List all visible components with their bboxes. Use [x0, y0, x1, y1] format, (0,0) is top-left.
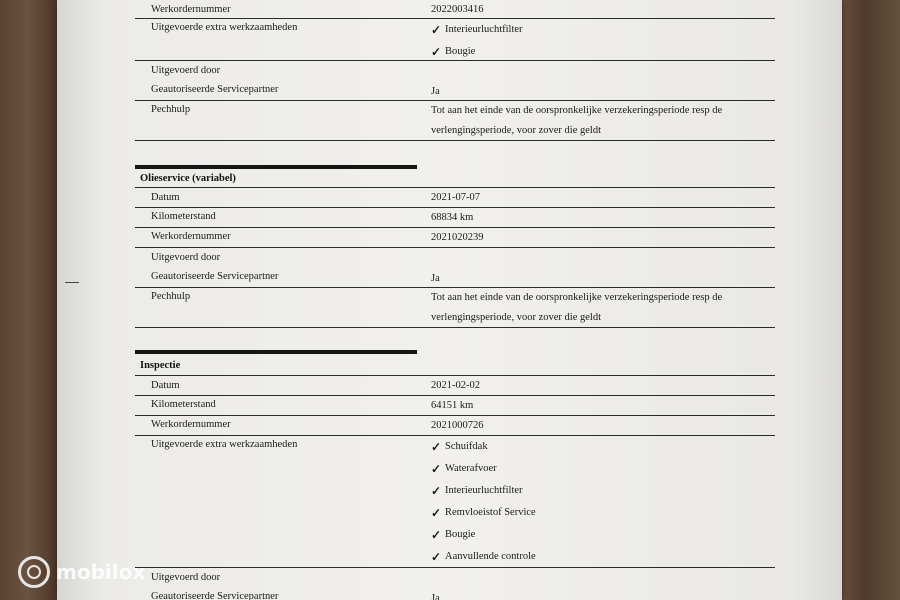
row-label: Pechhulp [151, 291, 191, 302]
row-value: Tot aan het einde van de oorspronkelijke verzekeringsperiode resp de verlengingsperiode, voor zover die geldt [431, 105, 723, 136]
row-label: Pechhulp [151, 104, 191, 115]
row-label: Geautoriseerde Servicepartner [151, 271, 279, 282]
check-item: ✓ Bougie [431, 524, 771, 546]
row-label: Geautoriseerde Servicepartner [151, 591, 279, 600]
row-value: 64151 km [431, 400, 474, 411]
checklist [431, 436, 771, 568]
document-page [57, 0, 842, 600]
section-title: Olieservice (variabel) [140, 173, 236, 184]
brand-name: mobilox [56, 560, 146, 584]
row-value: Tot aan het einde van de oorspronkelijke verzekeringsperiode resp de verlengingsperiode, voor zover die geldt [431, 292, 723, 323]
row-extra-werkzaamheden [135, 19, 775, 61]
row-uitgevoerd-door [135, 62, 775, 80]
row-label: Uitgevoerd door [151, 252, 221, 263]
row-extra-werkzaamheden [135, 436, 775, 568]
row-kilometerstand [135, 396, 775, 416]
checklist [431, 19, 771, 63]
checkmark-icon: ✓ [431, 23, 442, 37]
row-label: Uitgevoerd door [151, 65, 221, 76]
checkmark-icon: ✓ [431, 528, 442, 542]
row-value: 2021000726 [431, 420, 484, 431]
checkmark-icon: ✓ [431, 484, 442, 498]
row-label: Uitgevoerde extra werkzaamheden [151, 22, 298, 33]
row-value: 2021-07-07 [431, 192, 480, 203]
check-item: ✓ Waterafvoer [431, 458, 771, 480]
section-header [135, 169, 775, 188]
row-werkordernummer [135, 416, 775, 436]
row-pechhulp [135, 288, 775, 328]
row-value: 2021-02-02 [431, 380, 480, 391]
checkmark-icon: ✓ [431, 550, 442, 564]
checkmark-icon: ✓ [431, 45, 442, 59]
check-item: ✓ Interieurluchtfilter [431, 480, 771, 502]
checkmark-icon: ✓ [431, 506, 442, 520]
row-value: Ja [431, 86, 440, 97]
row-label: Kilometerstand [151, 399, 216, 410]
mobilox-logo-icon [18, 556, 50, 588]
check-item: ✓ Interieurluchtfilter [431, 19, 771, 41]
row-servicepartner [135, 268, 775, 288]
section-title: Inspectie [140, 360, 181, 371]
row-pechhulp [135, 101, 775, 141]
mobilox-watermark-logo [18, 556, 145, 588]
row-label: Werkordernummer [151, 231, 231, 242]
row-datum [135, 188, 775, 208]
check-item: ✓ Aanvullende controle [431, 546, 771, 568]
row-datum [135, 376, 775, 396]
row-label: Uitgevoerde extra werkzaamheden [151, 439, 298, 450]
checkmark-icon: ✓ [431, 462, 442, 476]
row-uitgevoerd-door [135, 569, 775, 587]
section-header [135, 356, 775, 376]
check-item: ✓ Remvloeistof Service [431, 502, 771, 524]
row-label: Geautoriseerde Servicepartner [151, 84, 279, 95]
row-value: 2022003416 [431, 4, 484, 15]
row-servicepartner [135, 588, 775, 600]
row-value: Ja [431, 593, 440, 600]
row-werkordernummer [135, 228, 775, 248]
row-label: Datum [151, 192, 180, 203]
row-label: Kilometerstand [151, 211, 216, 222]
check-item: ✓ Bougie [431, 41, 771, 63]
row-value: Ja [431, 273, 440, 284]
row-label: Werkordernummer [151, 419, 231, 430]
row-label: Datum [151, 380, 180, 391]
row-label: Werkordernummer [151, 4, 231, 15]
check-item: ✓ Schuifdak [431, 436, 771, 458]
row-kilometerstand [135, 208, 775, 228]
row-value: 2021020239 [431, 232, 484, 243]
row-uitgevoerd-door [135, 249, 775, 267]
section-divider-bar [135, 350, 417, 354]
row-werkordernummer [135, 0, 775, 19]
row-label: Uitgevoerd door [151, 572, 221, 583]
margin-mark [65, 282, 79, 283]
row-servicepartner [135, 81, 775, 101]
checkmark-icon: ✓ [431, 440, 442, 454]
row-value: 68834 km [431, 212, 474, 223]
